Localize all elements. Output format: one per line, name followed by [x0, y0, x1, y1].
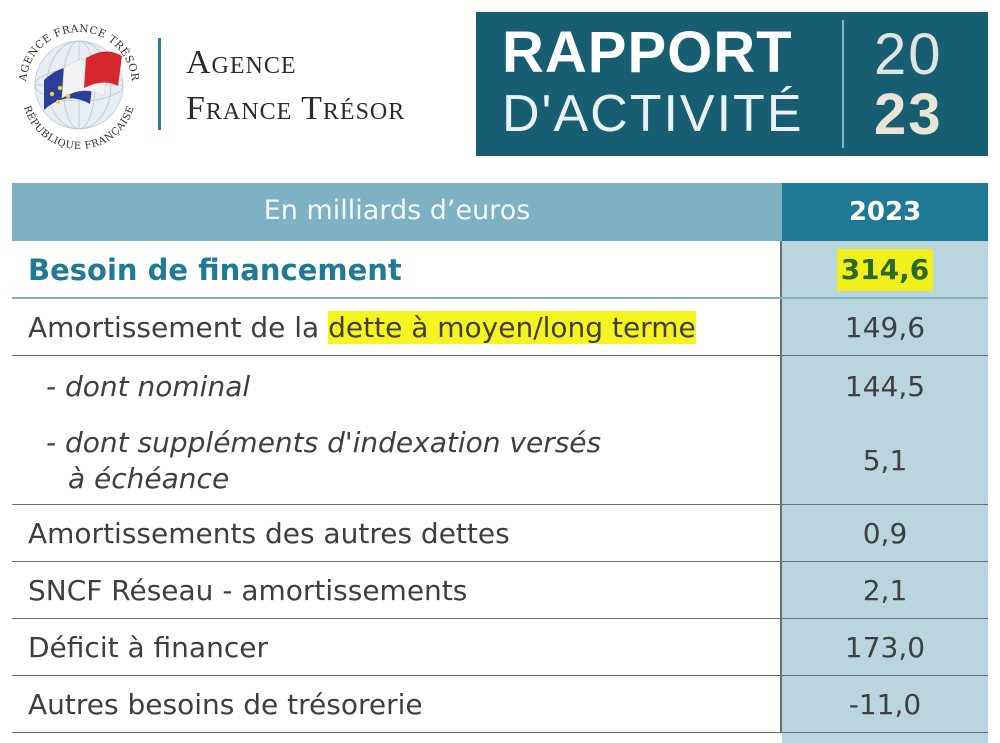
column-divider [780, 299, 782, 355]
table-row-autres-besoins [12, 676, 988, 733]
financing-value: 314,6 [837, 249, 934, 291]
report-title: RAPPORT [502, 20, 793, 85]
row-label-dont-indexation-line2: à échéance [68, 462, 230, 495]
financing-label: Besoin de financement [28, 253, 402, 287]
agency-name [186, 40, 405, 132]
table-row-deficit [12, 619, 988, 676]
row-label: Autres besoins de trésorerie [28, 688, 423, 721]
brand-divider [158, 38, 161, 130]
row-value: 173,0 [844, 631, 926, 664]
column-divider [780, 505, 782, 561]
column-divider [780, 241, 782, 297]
year-header: 2023 [782, 183, 988, 241]
row-label-text: Amortissement de la [28, 311, 329, 344]
seal-bottom-text: RÉPUBLIQUE FRANÇAISE [21, 104, 137, 153]
unit-header: En milliards d’euros [263, 195, 531, 226]
table-header-row [12, 183, 988, 241]
column-divider [780, 562, 782, 618]
column-divider [780, 356, 782, 504]
year-divider [842, 20, 844, 148]
table-row-sncf-reseau [12, 562, 988, 619]
financing-table [12, 183, 988, 743]
row-value: 2,1 [862, 574, 908, 607]
row-label: Amortissements des autres dettes [28, 517, 510, 550]
agency-name-line1: Agence [186, 44, 297, 81]
row-value-dont-nominal: 144,5 [844, 370, 926, 403]
row-value: 0,9 [862, 517, 908, 550]
row-label: SNCF Réseau - amortissements [28, 574, 468, 607]
table-row-autres-dettes [12, 505, 988, 562]
column-divider [780, 676, 782, 732]
row-label: Déficit à financer [28, 631, 268, 664]
seal-top-text: AGENCE FRANCE TRÉSOR [17, 22, 141, 82]
row-value-dont-indexation: 5,1 [862, 444, 908, 477]
row-value: -11,0 [848, 688, 922, 721]
table-row-besoin-financement [12, 241, 988, 299]
highlighted-text: dette à moyen/long terme [328, 311, 696, 344]
row-label [28, 311, 696, 344]
report-year-bottom: 23 [874, 82, 943, 147]
report-subtitle: D'ACTIVITÉ [502, 85, 804, 143]
agence-france-tresor-seal-logo [8, 14, 150, 156]
report-title-banner [476, 12, 988, 156]
table-row-dont-group [12, 356, 988, 505]
row-label-dont-nominal: - dont nominal [46, 370, 251, 403]
row-label-dont-indexation-line1: - dont suppléments d'indexation versés [46, 426, 602, 459]
report-header [0, 0, 1000, 170]
financing-value-cell [782, 249, 988, 291]
column-divider [780, 619, 782, 675]
report-year-top: 20 [874, 22, 943, 87]
agency-name-line2: France Trésor [186, 90, 406, 127]
table-row-amortissement-dette [12, 299, 988, 356]
row-value: 149,6 [844, 311, 926, 344]
